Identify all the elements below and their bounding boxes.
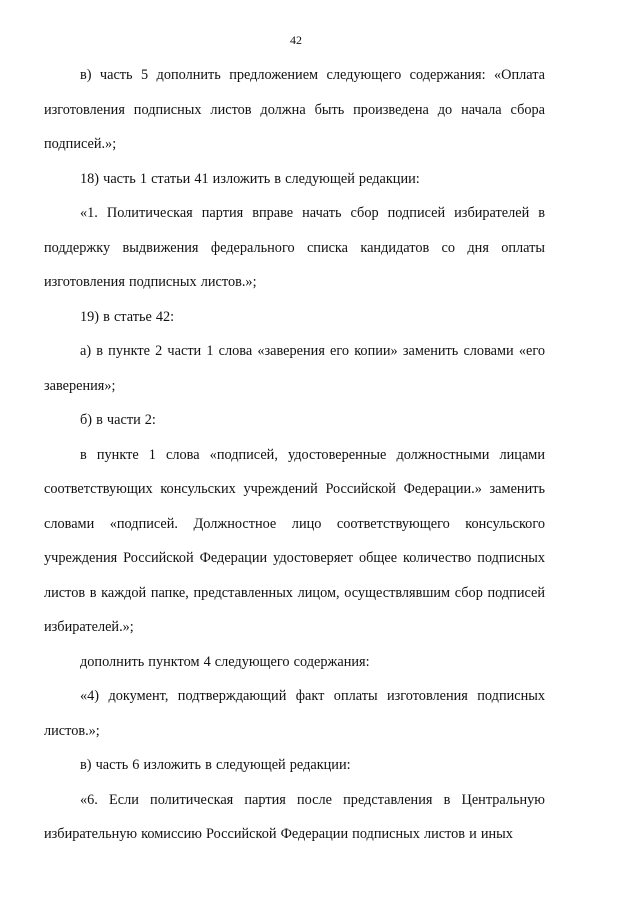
page-number: 42 bbox=[290, 33, 302, 47]
paragraph: б) в части 2: bbox=[80, 412, 156, 428]
paragraph: в пункте 1 слова «подписей, удостоверенные должностными лицами соответствующих консульских учреждений Российской Федерации.» заменить словами «подписей. Должностное лицо соответствующего консульского учреждения Российской Федерации удостоверяет общее количество подписных листов в каждой папке, представленных лицом, осуществлявшим сбор подписей избирателей.»; bbox=[44, 446, 545, 635]
paragraph: «1. Политическая партия вправе начать сбор подписей избирателей в поддержку выдвижения федерального списка кандидатов со дня оплаты изготовления подписных листов.»; bbox=[44, 205, 545, 290]
document-body bbox=[44, 58, 545, 852]
paragraph: «4) документ, подтверждающий факт оплаты изготовления подписных листов.»; bbox=[44, 688, 545, 739]
paragraph: дополнить пунктом 4 следующего содержания: bbox=[80, 653, 370, 670]
paragraph: 18) часть 1 статьи 41 изложить в следующей редакции: bbox=[80, 170, 420, 187]
paragraph: в) часть 6 изложить в следующей редакции: bbox=[80, 757, 351, 773]
paragraph: 19) в статье 42: bbox=[80, 308, 175, 325]
paragraph: а) в пункте 2 части 1 слова «заверения его копии» заменить словами «его заверения»; bbox=[44, 343, 545, 394]
paragraph: в) часть 5 дополнить предложением следующего содержания: «Оплата изготовления подписных листов должна быть произведена до начала сбора подписей.»; bbox=[44, 67, 545, 152]
paragraph: «6. Если политическая партия после представления в Центральную избирательную комиссию Российской Федерации подписных листов и иных bbox=[44, 791, 545, 842]
